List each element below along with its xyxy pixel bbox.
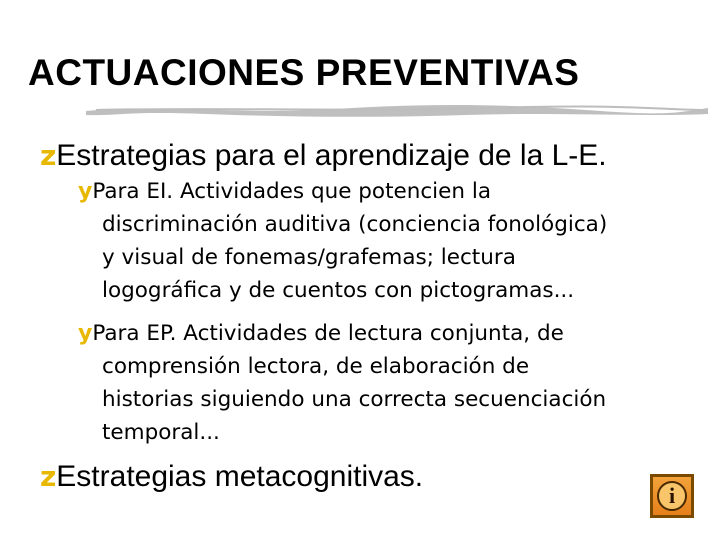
sub-bullet-line: discriminación auditiva (conciencia fonológica) — [102, 212, 608, 237]
title-brush-underline — [86, 101, 708, 119]
slide-title: ACTUACIONES PREVENTIVAS — [28, 52, 580, 93]
bullet-icon: z — [40, 139, 57, 172]
bullet-text: Estrategias metacognitivas. — [56, 460, 424, 493]
sub-bullet-line: y visual de fonemas/grafemas; lectura — [102, 245, 516, 270]
bullet-item-1 — [40, 139, 607, 173]
sub-bullet-line: temporal... — [102, 420, 220, 445]
sub-bullet-item-2 — [78, 317, 693, 449]
sub-bullet-line: historias siguiendo una correcta secuenciación — [102, 387, 607, 412]
bullet-icon: z — [40, 460, 57, 493]
info-button[interactable] — [650, 474, 694, 518]
info-icon: i — [657, 481, 687, 511]
sub-bullet-item-1 — [78, 175, 693, 307]
bullet-text: Estrategias para el aprendizaje de la L-E. — [56, 139, 607, 172]
sub-bullet-line: logográfica y de cuentos con pictogramas... — [102, 278, 575, 303]
sub-bullet-line: Para EI. Actividades que potencien la — [92, 179, 491, 204]
sub-bullet-icon: y — [78, 179, 93, 204]
bullet-item-2 — [40, 460, 423, 494]
sub-bullet-icon: y — [78, 321, 93, 346]
sub-bullet-line: comprensión lectora, de elaboración de — [102, 354, 530, 379]
sub-bullet-line: Para EP. Actividades de lectura conjunta, de — [92, 321, 564, 346]
